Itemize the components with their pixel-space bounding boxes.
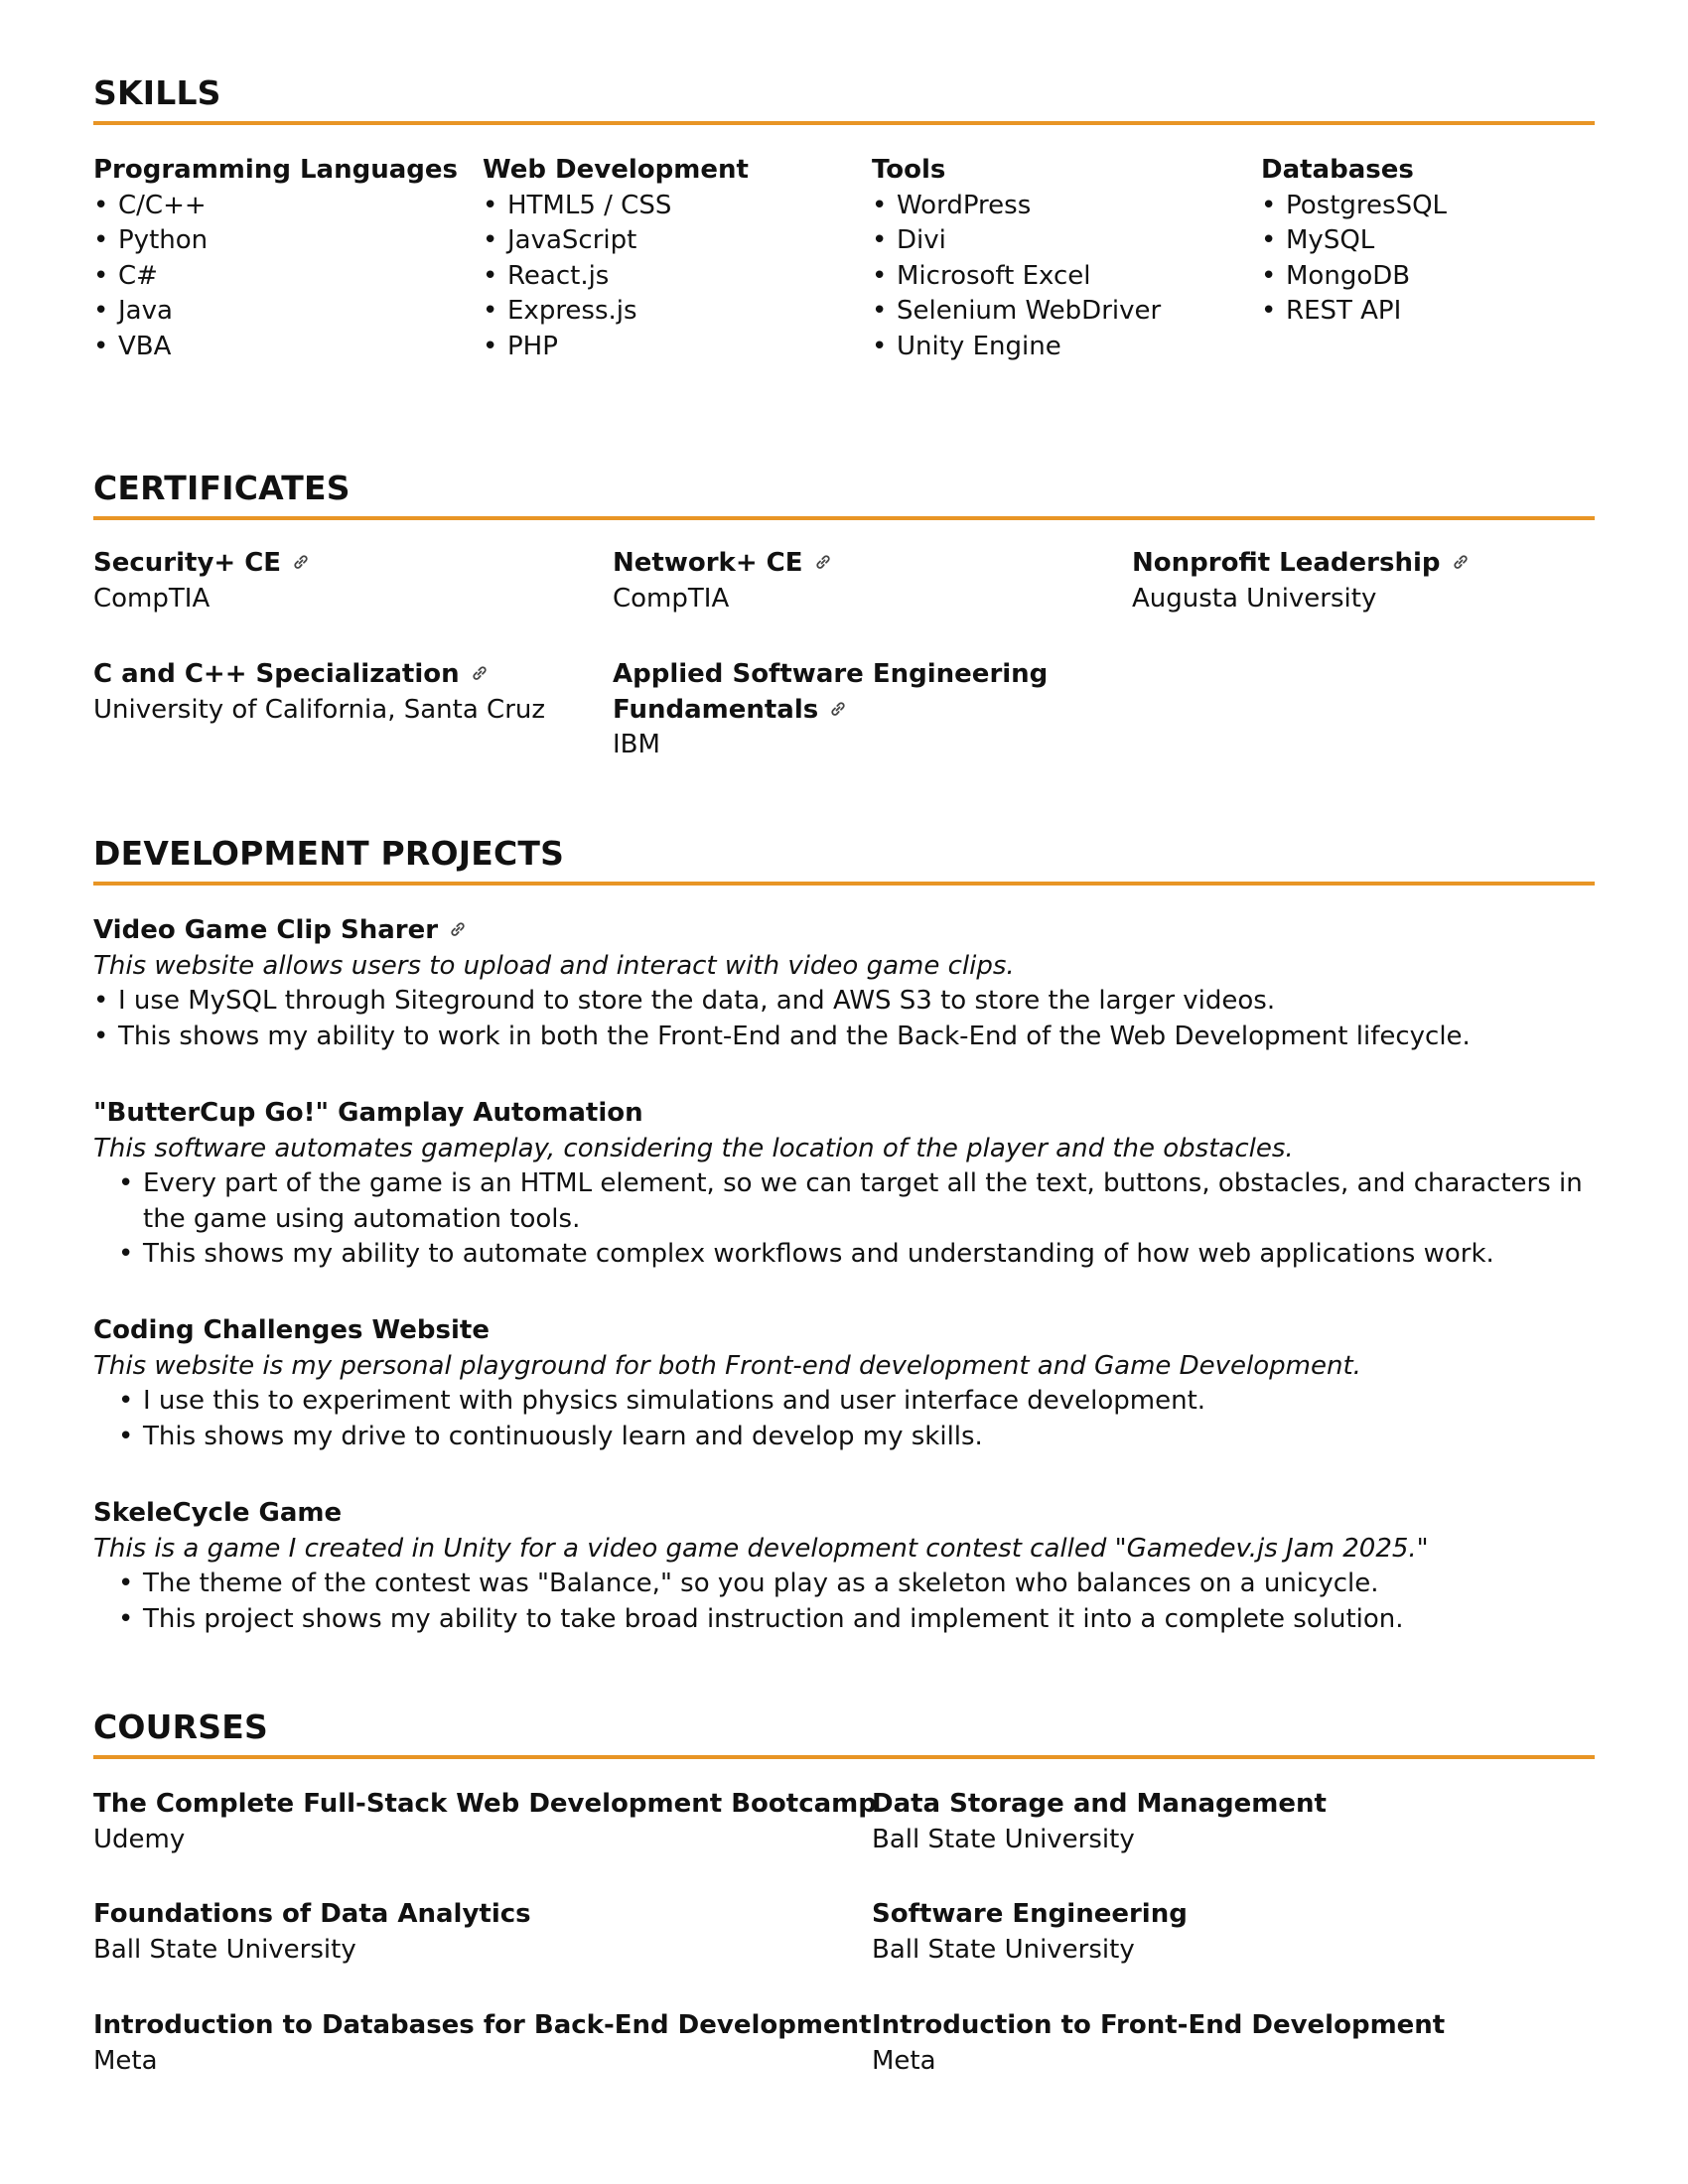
skill-item: • PostgresSQL — [1261, 190, 1448, 220]
project-entry — [93, 913, 1595, 1054]
skills-title: SKILLS — [93, 73, 221, 112]
skill-item: • WordPress — [872, 190, 1032, 220]
skills-column-heading: Programming Languages — [93, 155, 458, 185]
certificate-name: Fundamentals — [613, 694, 819, 725]
course-provider: Meta — [872, 2045, 936, 2076]
certificates-divider — [93, 516, 1595, 520]
project-bullet: • Every part of the game is an HTML element, so we can target all the text, buttons, obstacles, and characters in the game using automation tools. — [118, 1168, 1583, 1234]
certificate-entry — [1132, 546, 1471, 616]
certificate-name: Applied Software Engineering — [613, 659, 1049, 689]
skill-item: • React.js — [483, 260, 610, 291]
skill-item: • VBA — [93, 331, 172, 361]
skills-column-heading: Web Development — [483, 155, 749, 185]
course-name: Data Storage and Management — [872, 1789, 1327, 1819]
skill-item: • HTML5 / CSS — [483, 190, 672, 220]
link-icon[interactable] — [1451, 547, 1471, 567]
course-name: The Complete Full-Stack Web Development Bootcamp — [93, 1789, 877, 1819]
course-provider: Meta — [93, 2045, 158, 2076]
project-name: "ButterCup Go!" Gamplay Automation — [93, 1098, 643, 1128]
project-bullet: • This shows my ability to automate complex workflows and understanding of how web applications work. — [118, 1239, 1494, 1269]
project-description: This website is my personal playground for both Front-end development and Game Development. — [93, 1350, 1361, 1381]
projects-divider — [93, 882, 1595, 886]
course-entry — [93, 2008, 872, 2079]
course-name: Introduction to Databases for Back-End Development — [93, 2010, 872, 2040]
link-icon[interactable] — [291, 547, 311, 567]
skill-item: • REST API — [1261, 296, 1402, 326]
skill-item: • Microsoft Excel — [872, 260, 1091, 291]
project-bullet: • This project shows my ability to take broad instruction and implement it into a complete solution. — [118, 1603, 1404, 1634]
skills-column-web-development — [483, 153, 749, 364]
skills-column-tools — [872, 153, 1161, 364]
certificate-entry — [613, 657, 1048, 763]
courses-title: COURSES — [93, 1707, 268, 1746]
project-bullet: • This shows my drive to continuously learn and develop my skills. — [118, 1421, 983, 1451]
course-provider: Ball State University — [872, 1824, 1135, 1854]
projects-section — [93, 834, 1595, 1648]
certificate-name: Security+ CE — [93, 548, 282, 578]
course-name: Introduction to Front-End Development — [872, 2010, 1446, 2040]
certificate-issuer: University of California, Santa Cruz — [93, 694, 546, 725]
courses-section — [93, 1707, 1595, 2085]
skill-item: • Python — [93, 225, 209, 255]
skill-item: • PHP — [483, 331, 558, 361]
project-name: Video Game Clip Sharer — [93, 915, 439, 945]
skills-column-databases — [1261, 153, 1447, 330]
certificate-issuer: CompTIA — [613, 583, 730, 614]
certificates-title: CERTIFICATES — [93, 469, 351, 507]
project-bullet: • I use MySQL through Siteground to store the data, and AWS S3 to store the larger videos. — [93, 986, 1276, 1016]
project-entry — [93, 1313, 1595, 1454]
skills-list — [872, 189, 1161, 365]
link-icon[interactable] — [828, 694, 848, 714]
link-icon[interactable] — [813, 547, 833, 567]
link-icon[interactable] — [470, 658, 490, 678]
projects-title: DEVELOPMENT PROJECTS — [93, 834, 565, 873]
link-icon[interactable] — [448, 914, 468, 934]
course-entry — [872, 2008, 1445, 2079]
skills-column-programming-languages — [93, 153, 458, 364]
skill-item: • MySQL — [1261, 225, 1375, 255]
project-name: Coding Challenges Website — [93, 1315, 490, 1345]
course-provider: Ball State University — [93, 1934, 356, 1965]
project-bullets — [93, 1166, 1595, 1273]
certificate-name: C and C++ Specialization — [93, 659, 460, 689]
certificates-section — [93, 469, 1595, 786]
certificate-entry — [93, 546, 311, 616]
project-bullet: • I use this to experiment with physics simulations and user interface development. — [118, 1386, 1206, 1416]
project-description: This is a game I created in Unity for a video game development contest called "Gamedev.js Jam 2025." — [93, 1533, 1429, 1564]
skill-item: • Java — [93, 296, 173, 326]
project-description: This website allows users to upload and interact with video game clips. — [93, 950, 1015, 981]
course-entry — [872, 1897, 1188, 1968]
course-name: Foundations of Data Analytics — [93, 1899, 531, 1929]
skill-item: • Divi — [872, 225, 946, 255]
project-entry — [93, 1096, 1595, 1273]
course-entry — [93, 1787, 877, 1857]
skills-column-heading: Tools — [872, 155, 946, 185]
skill-item: • JavaScript — [483, 225, 637, 255]
skill-item: • Unity Engine — [872, 331, 1061, 361]
course-entry — [872, 1787, 1327, 1857]
project-bullet: • This shows my ability to work in both the Front-End and the Back-End of the Web Development lifecycle. — [93, 1021, 1471, 1051]
skills-list — [1261, 189, 1447, 330]
project-bullets — [93, 984, 1595, 1054]
certificate-name: Network+ CE — [613, 548, 803, 578]
course-entry — [93, 1897, 531, 1968]
project-description: This software automates gameplay, considering the location of the player and the obstacles. — [93, 1133, 1294, 1163]
course-provider: Udemy — [93, 1824, 186, 1854]
certificate-issuer: Augusta University — [1132, 583, 1377, 614]
certificate-entry — [613, 546, 833, 616]
project-bullet: • The theme of the contest was "Balance," so you play as a skeleton who balances on a unicycle. — [118, 1569, 1379, 1598]
skills-divider — [93, 121, 1595, 125]
skill-item: • Selenium WebDriver — [872, 296, 1162, 326]
skill-item: • MongoDB — [1261, 260, 1411, 291]
certificate-name: Nonprofit Leadership — [1132, 548, 1441, 578]
project-bullets — [93, 1567, 1595, 1637]
project-name: SkeleCycle Game — [93, 1498, 343, 1528]
skills-section — [93, 73, 1595, 371]
certificate-entry — [93, 657, 545, 728]
project-entry — [93, 1496, 1595, 1637]
course-provider: Ball State University — [872, 1934, 1135, 1965]
project-bullets — [93, 1384, 1595, 1454]
courses-divider — [93, 1755, 1595, 1759]
certificate-issuer: IBM — [613, 730, 660, 759]
course-name: Software Engineering — [872, 1899, 1188, 1929]
skill-item: • C/C++ — [93, 190, 207, 220]
skills-list — [93, 189, 458, 365]
skill-item: • C# — [93, 260, 158, 291]
skills-list — [483, 189, 749, 365]
skills-column-heading: Databases — [1261, 155, 1414, 185]
certificate-issuer: CompTIA — [93, 583, 211, 614]
skill-item: • Express.js — [483, 296, 637, 326]
